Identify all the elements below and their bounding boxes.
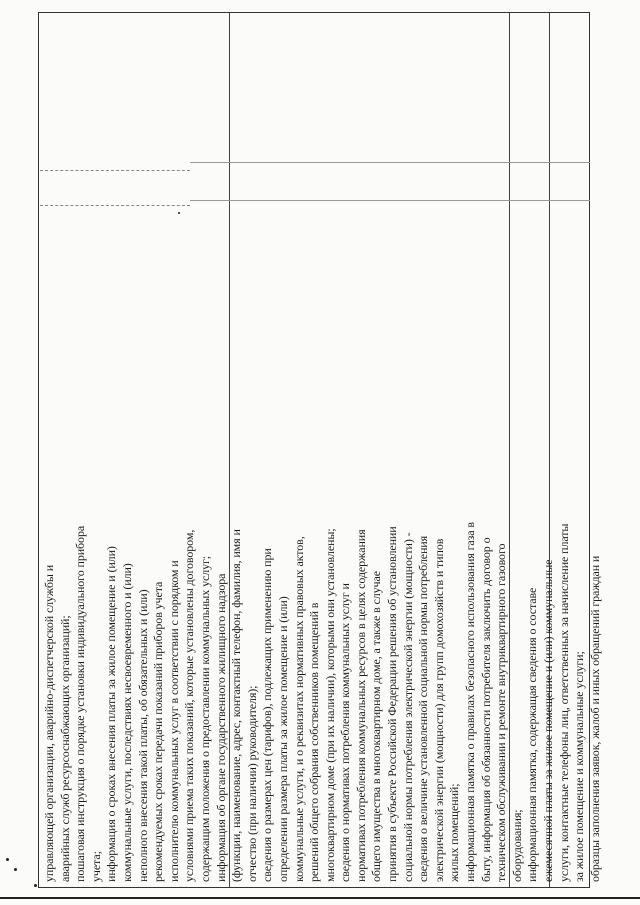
text-line: информация об органе государственного жилищного надзора: [213, 573, 228, 882]
text-line: образцы заполнения заявок, жалоб и иных обращений граждан и: [587, 555, 602, 882]
text-line: социальной нормы потребления электрической энергии (мощности) -: [400, 532, 415, 882]
text-line: жилых помещений;: [447, 783, 462, 882]
text-line: условиями приема таких показаний, которые установлены договором,: [182, 529, 197, 882]
text-line: информационная памятка, содержащая сведения о составе: [525, 587, 540, 882]
text-line: общего имущества в многоквартирном доме, а также в случае: [369, 571, 384, 882]
text-line: информационная памятка о правилах безопасного использования газа в: [463, 522, 478, 882]
text-line: (функции, наименование, адрес, контактный телефон, фамилия, имя и: [229, 529, 244, 882]
text-line: определении размера платы за жилое помещение и (или): [275, 596, 290, 882]
text-line: сведения о размерах цен (тарифов), подлежащих применению при: [260, 548, 275, 882]
text-line: оборудования;: [509, 809, 524, 882]
text-line: многоквартирном доме (при их наличии), которыми они установлены;: [322, 528, 337, 882]
text-line: учета;: [88, 851, 103, 882]
text-line: неполного внесения такой платы, об обязательных и (или): [135, 589, 150, 882]
scan-speck: [6, 858, 9, 861]
scan-speck: [178, 212, 180, 214]
text-line: сведения о нормативах потребления коммунальных услуг и: [338, 583, 353, 882]
text-line: коммунальные услуги, и о реквизитах нормативных правовых актов,: [291, 536, 306, 882]
text-line: техническом обслуживании и ремонте внутриквартирного газового: [494, 543, 509, 882]
scan-edge-line: [0, 897, 640, 899]
text-line: решений общего собрания собственников помещений в: [307, 602, 322, 882]
text-line: управляющей организации, аварийно-диспетчерской службы и: [42, 564, 56, 882]
scan-speck: [34, 884, 37, 887]
text-line: сведения о величине установленной социальной нормы потребления: [416, 535, 431, 882]
text-line: услуги, контактные телефоны лиц, ответственных за начисление платы: [556, 523, 571, 882]
text-line: исполнителю коммунальных услуг в соответствии с порядком и: [166, 560, 181, 882]
document-text: [38, 12, 602, 888]
text-line: ежемесячной платы за жилое помещение и (или) коммунальные: [541, 559, 555, 882]
text-line: электрической энергии (мощности) для групп домохозяйств и типов: [431, 538, 446, 882]
text-line: содержащим положения о предоставлении коммунальных услуг;: [197, 555, 212, 882]
text-line: быту, информация об обязанности потребителя заключить договор о: [478, 537, 493, 882]
text-line: принятия в субъекте Российской Федерации решения об установлении: [385, 526, 400, 882]
text-line: информация о сроках внесения платы за жилое помещение и (или): [104, 546, 119, 882]
text-line: пошаговая инструкция о порядке установки индивидуального прибора: [73, 525, 88, 882]
text-line: рекомендуемых сроках передачи показаний приборов учета: [151, 581, 166, 882]
text-line: коммунальные услуги, последствиях несвоевременного и (или): [119, 563, 134, 882]
text-line: аварийных служб ресурсоснабжающих организаций;: [57, 615, 72, 882]
text-line: за жилое помещение и коммунальные услуги;: [572, 651, 587, 882]
scan-speck: [14, 868, 17, 871]
text-line: нормативах потребления коммунальных ресурсов в целях содержания: [353, 529, 368, 882]
text-line: отчество (при наличии) руководителя);: [244, 685, 259, 882]
